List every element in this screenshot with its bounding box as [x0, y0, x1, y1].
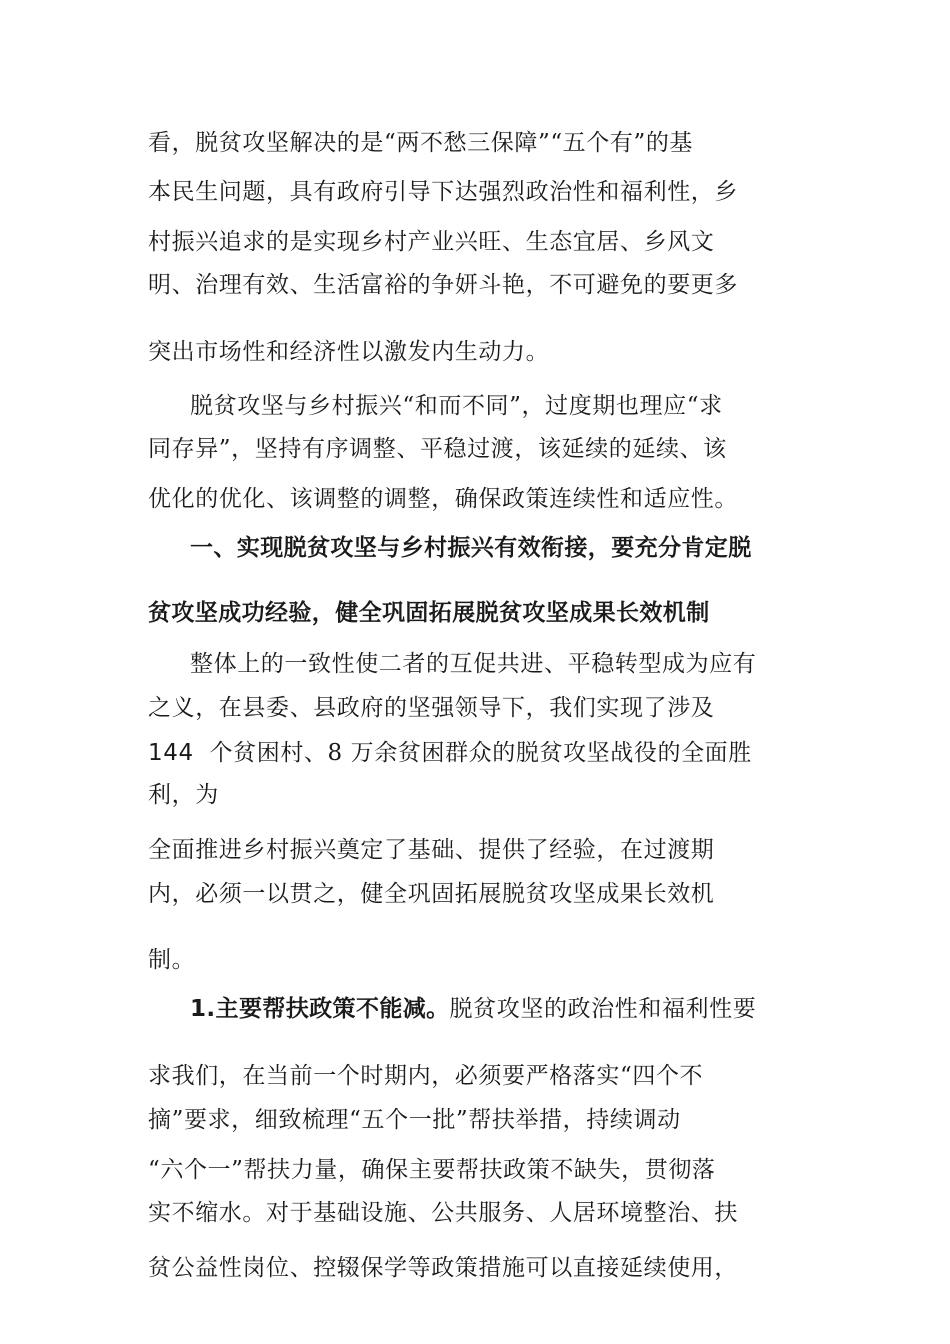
paragraph-first-line: 脱贫攻坚与乡村振兴“和而不同”，过度期也理应“求 — [190, 393, 723, 419]
text-line: 利，为 — [148, 782, 219, 808]
subsection-line — [190, 994, 756, 1024]
village-count: 144 — [148, 740, 194, 766]
text-line: 同存异”，坚持有序调整、平稳过渡，该延续的延续、该 — [148, 436, 727, 462]
text-line: 全面推进乡村振兴奠定了基础、提供了经验，在过渡期 — [148, 837, 715, 863]
section-heading-cont: 贫攻坚成功经验，健全巩固拓展脱贫攻坚成果长效机制 — [148, 600, 710, 626]
text-line: “六个一”帮扶力量，确保主要帮扶政策不缺失，贯彻落 — [148, 1157, 716, 1183]
text-line: 制。 — [148, 947, 196, 973]
text-line — [148, 738, 752, 768]
section-heading: 一、实现脱贫攻坚与乡村振兴有效衔接，要充分肯定脱 — [190, 535, 752, 561]
subsection-text: 脱贫攻坚的政治性和福利性要 — [449, 996, 757, 1022]
paragraph-first-line: 整体上的一致性使二者的互促共进、平稳转型成为应有 — [190, 651, 757, 677]
text-line-rest: 个贫困村、8 万余贫困群众的脱贫攻坚战役的全面胜 — [209, 740, 752, 766]
text-line: 本民生问题，具有政府引导下达强烈政治性和福利性，乡 — [148, 179, 738, 205]
text-line: 村振兴追求的是实现乡村产业兴旺、生态宜居、乡风文 — [148, 229, 715, 255]
text-line: 实不缩水。对于基础设施、公共服务、人居环境整治、扶 — [148, 1200, 738, 1226]
text-line: 内，必须一以贯之，健全巩固拓展脱贫攻坚成果长效机 — [148, 881, 715, 907]
text-line: 优化的优化、该调整的调整，确保政策连续性和适应性。 — [148, 486, 738, 512]
text-line: 明、治理有效、生活富裕的争妍斗艳，不可避免的要更多 — [148, 272, 738, 298]
text-line: 看，脱贫攻坚解决的是“两不愁三保障”“五个有”的基 — [148, 130, 694, 156]
text-line: 求我们，在当前一个时期内，必须要严格落实“四个不 — [148, 1063, 704, 1089]
text-line: 之义，在县委、县政府的坚强领导下，我们实现了涉及 — [148, 695, 715, 721]
text-line: 摘”要求，细致梳理“五个一批”帮扶举措，持续调动 — [148, 1107, 681, 1133]
text-line: 突出市场性和经济性以激发内生动力。 — [148, 339, 550, 365]
subsection-heading: 1.主要帮扶政策不能减。 — [190, 996, 450, 1022]
text-line: 贫公益性岗位、控辍保学等政策措施可以直接延续使用， — [148, 1255, 738, 1281]
